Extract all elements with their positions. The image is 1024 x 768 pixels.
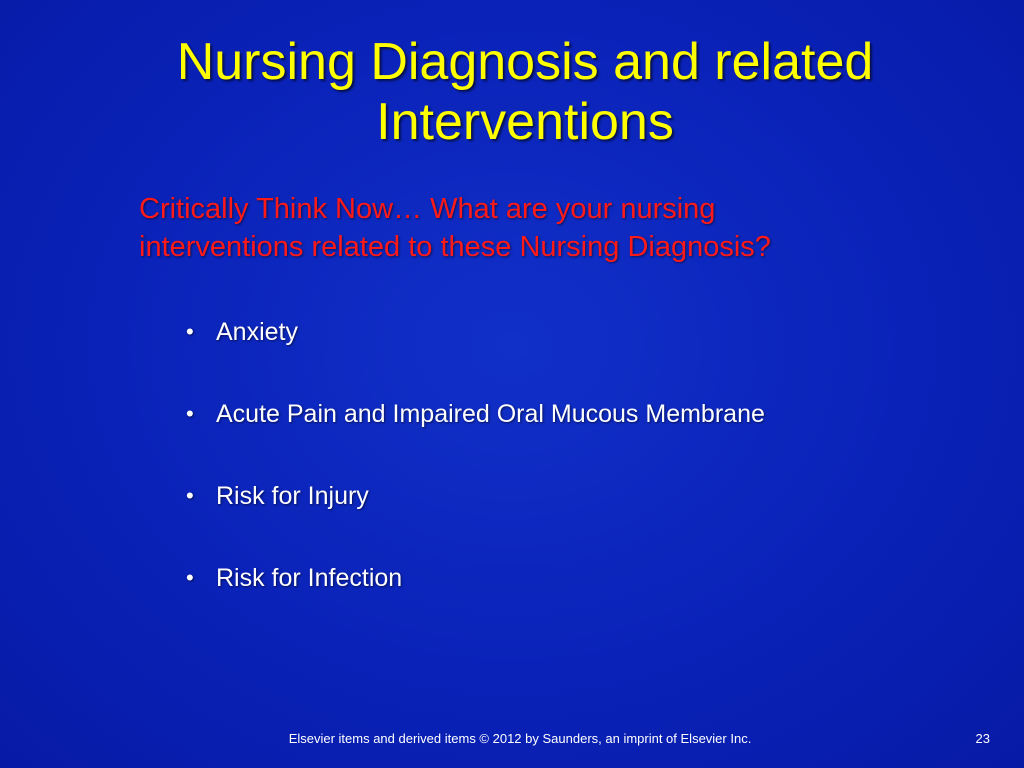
slide-subtitle [139,190,959,266]
slide-subtitle-line-1: Critically Think Now… What are your nursing [139,193,716,225]
slide-title [60,32,990,152]
slide-title-line-1: Nursing Diagnosis and related [176,33,874,91]
slide-footer-copyright: Elsevier items and derived items © 2012 by Saunders, an imprint of Elsevier Inc. [288,731,752,746]
bullet-text: Anxiety [216,318,298,346]
bullet-icon: • [186,565,194,590]
bullet-icon: • [186,483,194,508]
slide-title-line-2: Interventions [376,93,674,151]
bullet-icon: • [186,319,194,344]
slide-page-number: 23 [975,731,990,746]
slide-subtitle-line-2: interventions related to these Nursing Diagnosis? [139,231,771,263]
bullet-text: Risk for Infection [216,564,403,592]
bullet-icon: • [186,401,194,426]
bullet-text: Risk for Injury [216,482,369,510]
bullet-text: Acute Pain and Impaired Oral Mucous Membrane [216,400,765,428]
